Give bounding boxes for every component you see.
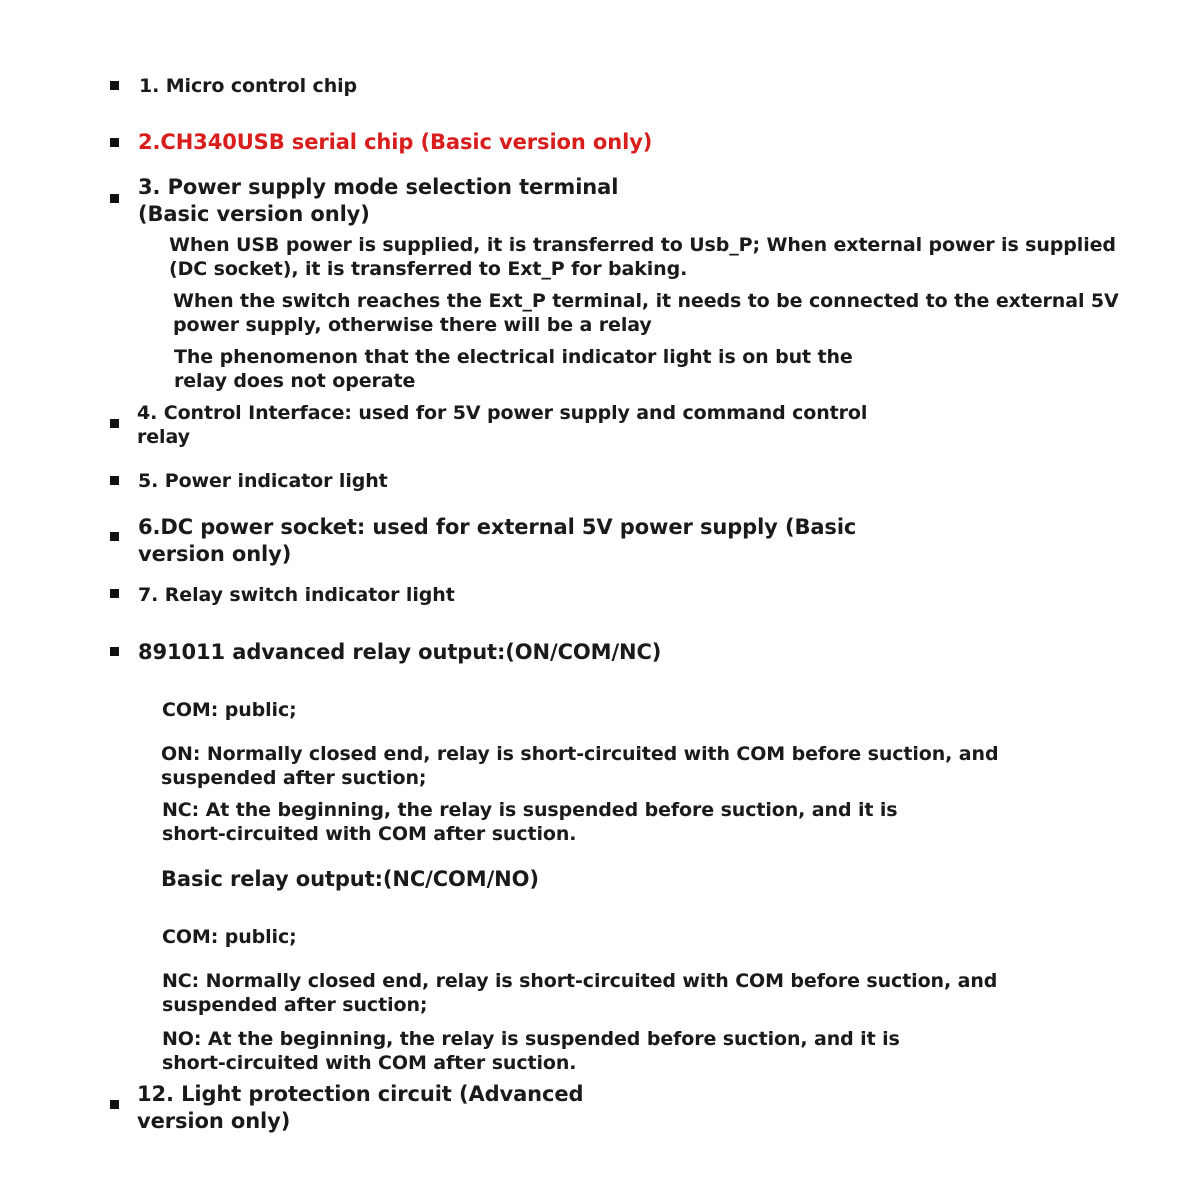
item-advanced-relay-heading: 891011 advanced relay output:(ON/COM/NC) [138, 640, 662, 664]
basic-no-text-line-2: short-circuited with COM after suction. [162, 1052, 577, 1074]
bullet-marker [110, 419, 119, 428]
item-1-text: 1. Micro control chip [139, 75, 358, 97]
item-6-text-line-2: version only) [138, 542, 292, 566]
item-2-text: 2.CH340USB serial chip (Basic version only) [138, 130, 653, 154]
advanced-nc-text-line-1: NC: At the beginning, the relay is suspended before suction, and it is [162, 799, 898, 821]
advanced-on-text-line-2: suspended after suction; [161, 767, 427, 789]
bullet-marker [110, 1100, 119, 1109]
item-12-text-line-1: 12. Light protection circuit (Advanced [137, 1082, 584, 1106]
item-3-text-line-1: 3. Power supply mode selection terminal [138, 175, 619, 199]
basic-relay-heading: Basic relay output:(NC/COM/NO) [161, 867, 539, 891]
advanced-nc-text-line-2: short-circuited with COM after suction. [162, 823, 577, 845]
item-3-note-3-line-1: The phenomenon that the electrical indicator light is on but the [174, 346, 853, 368]
item-3-note-3-line-2: relay does not operate [174, 370, 416, 392]
item-4-text-line-1: 4. Control Interface: used for 5V power supply and command control [137, 402, 868, 424]
item-6-text-line-1: 6.DC power socket: used for external 5V power supply (Basic [138, 515, 857, 539]
bullet-marker [110, 589, 119, 598]
item-4-text-line-2: relay [137, 426, 190, 448]
bullet-marker [110, 532, 119, 541]
basic-nc-text-line-2: suspended after suction; [162, 994, 428, 1016]
item-3-note-2-line-1: When the switch reaches the Ext_P terminal, it needs to be connected to the external 5V [173, 290, 1119, 312]
basic-no-text-line-1: NO: At the beginning, the relay is suspended before suction, and it is [162, 1028, 900, 1050]
bullet-marker [110, 194, 119, 203]
advanced-on-text-line-1: ON: Normally closed end, relay is short-circuited with COM before suction, and [161, 743, 999, 765]
advanced-com-text: COM: public; [162, 699, 297, 721]
bullet-marker [110, 476, 119, 485]
item-3-note-1-line-2: (DC socket), it is transferred to Ext_P for baking. [169, 258, 688, 280]
bullet-marker [110, 647, 119, 656]
item-12-text-line-2: version only) [137, 1109, 291, 1133]
item-3-note-1-line-1: When USB power is supplied, it is transferred to Usb_P; When external power is supplied [169, 234, 1116, 256]
basic-nc-text-line-1: NC: Normally closed end, relay is short-circuited with COM before suction, and [162, 970, 998, 992]
bullet-marker [110, 81, 119, 90]
item-3-note-2-line-2: power supply, otherwise there will be a relay [173, 314, 652, 336]
item-3-text-line-2: (Basic version only) [138, 202, 370, 226]
item-7-text: 7. Relay switch indicator light [138, 584, 455, 606]
item-5-text: 5. Power indicator light [138, 470, 388, 492]
basic-com-text: COM: public; [162, 926, 297, 948]
bullet-marker [110, 138, 119, 147]
